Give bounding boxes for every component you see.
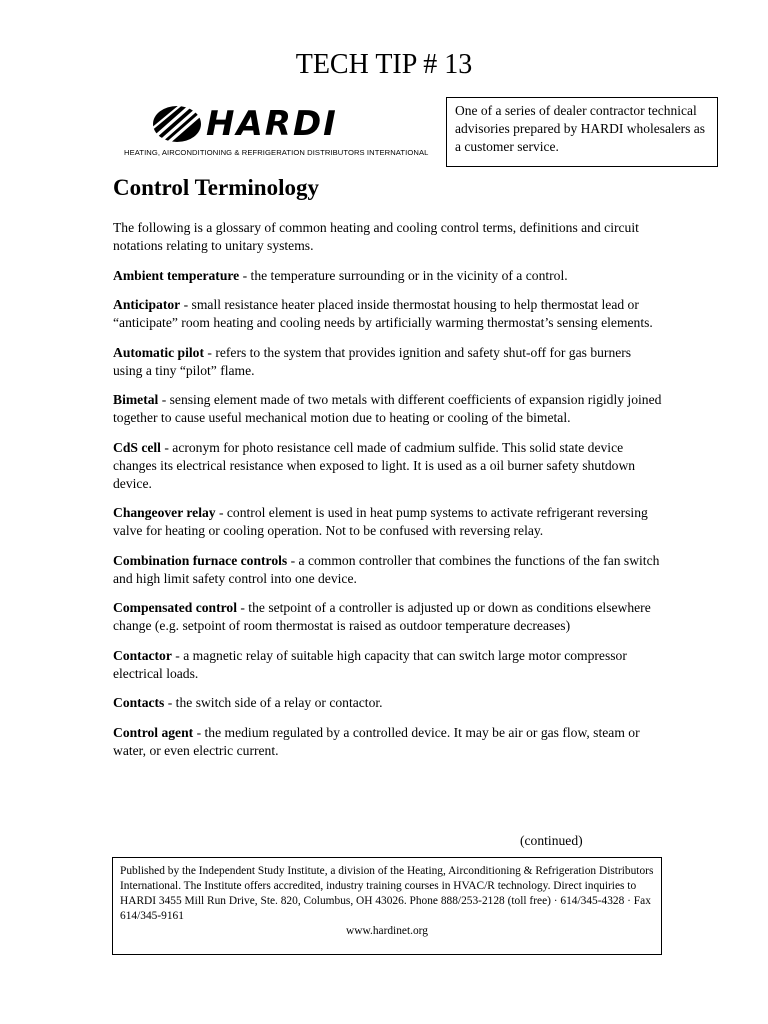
- glossary-term: Bimetal: [113, 392, 159, 407]
- glossary-body: [113, 219, 663, 771]
- glossary-definition: - the setpoint of a controller is adjusted up or down as conditions elsewhere change (e.g. setpoint of room thermostat is raised as outdoor temperature decreases): [113, 600, 651, 633]
- hardi-logo-emblem-icon: [150, 102, 202, 146]
- page-title: TECH TIP # 13: [295, 49, 473, 80]
- glossary-entry: [113, 504, 663, 540]
- glossary-definition: - the switch side of a relay or contactor.: [164, 695, 383, 710]
- section-heading: Control Terminology: [113, 175, 319, 200]
- hardi-logo: [120, 100, 429, 162]
- logo-subtitle: HEATING, AIRCONDITIONING & REFRIGERATION DISTRIBUTORS INTERNATIONAL: [124, 148, 429, 157]
- glossary-entry: [113, 344, 663, 380]
- glossary-definition: - the temperature surrounding or in the vicinity of a control.: [239, 267, 568, 283]
- glossary-entry: [113, 694, 663, 712]
- glossary-definition: - small resistance heater placed inside thermostat housing to help thermostat lead or “anticipate” room heating and cooling needs by artificially warming thermostat’s sensing elements.: [113, 297, 653, 330]
- glossary-term: Compensated control: [113, 600, 237, 615]
- glossary-definition: - acronym for photo resistance cell made of cadmium sulfide. This solid state device changes its electrical resistance when exposed to light. It is used as a oil burner safety shutdown device.: [113, 439, 636, 491]
- glossary-definition: - sensing element made of two metals with different coefficients of expansion rigidly joined together to cause useful mechanical motion due to heating or cooling of the bimetal.: [113, 392, 662, 425]
- footer-text: Published by the Independent Study Institute, a division of the Heating, Airconditioning & Refrigeration Distributors International. The Institute offers accredited, industry training courses in HVAC/R technology. Direct inquiries to HARDI 3455 Mill Run Drive, Ste. 820, Columbus, OH 43026. Phone 888/253-2128 (toll free) · 614/345-4328 · Fax 614/345-9161: [120, 865, 654, 922]
- glossary-entry: [113, 439, 663, 493]
- glossary-term: Contacts: [113, 695, 165, 710]
- glossary-term: Anticipator: [113, 297, 181, 312]
- advisory-callout-box: One of a series of dealer contractor technical advisories prepared by HARDI wholesalers as a customer service.: [446, 97, 718, 167]
- glossary-term: Combination furnace controls: [113, 552, 288, 568]
- glossary-definition: - the medium regulated by a controlled device. It may be air or gas flow, steam or water, or even electric current.: [113, 724, 640, 758]
- glossary-definition: - a magnetic relay of suitable high capacity that can switch large motor compressor electrical loads.: [113, 647, 627, 681]
- glossary-term: Contactor: [113, 647, 172, 663]
- glossary-definition: - a common controller that combines the functions of the fan switch and high limit safety control into one device.: [113, 552, 660, 586]
- glossary-definition: - refers to the system that provides ignition and safety shut-off for gas burners using a tiny “pilot” flame.: [113, 344, 632, 378]
- glossary-entry: [113, 599, 663, 635]
- glossary-definition: - control element is used in heat pump systems to activate refrigerant reversing valve for heating or cooling operation. Not to be confused with reversing relay.: [113, 505, 648, 538]
- footer-url: www.hardinet.org: [346, 925, 428, 937]
- glossary-entry: [113, 391, 663, 427]
- glossary-term: Control agent: [113, 724, 194, 740]
- glossary-entry: [113, 267, 663, 285]
- glossary-entry: [113, 552, 663, 588]
- glossary-term: CdS cell: [113, 439, 161, 455]
- continued-note: (continued): [520, 833, 583, 848]
- glossary-term: Changeover relay: [113, 505, 216, 520]
- glossary-entry: [113, 296, 663, 332]
- intro-paragraph: The following is a glossary of common heating and cooling control terms, definitions and circuit notations relating to unitary systems.: [113, 220, 639, 253]
- glossary-entry: [113, 647, 663, 683]
- publisher-footer-box: [112, 857, 662, 955]
- glossary-term: Automatic pilot: [113, 344, 204, 360]
- glossary-term: Ambient temperature: [113, 267, 240, 283]
- logo-wordmark: HARDI: [206, 104, 338, 144]
- glossary-entry: [113, 724, 663, 760]
